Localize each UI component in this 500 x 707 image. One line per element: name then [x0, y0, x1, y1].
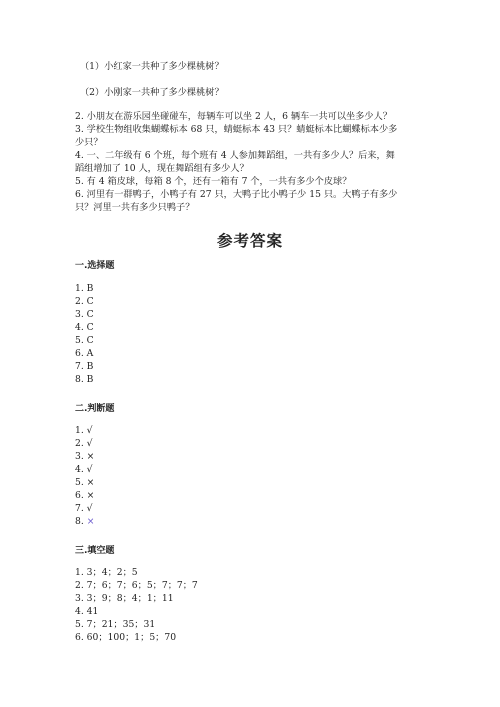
cross-mark: × — [86, 516, 95, 527]
question-6-line2: 只？河里一共有多少只鸭子？ — [75, 202, 195, 213]
answer-item: 4. √ — [75, 464, 93, 475]
answer-item: 6. × — [75, 490, 95, 501]
answer-item: 2. C — [75, 296, 94, 307]
answer-item: 1. √ — [75, 425, 93, 436]
answer-item: 4. C — [75, 322, 94, 333]
section-heading-fill: 三.填空题 — [75, 546, 115, 556]
answer-item: 8. B — [75, 374, 94, 385]
answer-item: 5. C — [75, 335, 94, 346]
answer-item: 3. C — [75, 309, 94, 320]
section-heading-judge: 二.判断题 — [75, 404, 115, 414]
question-sub1: （1）小红家一共种了多少棵桃树？ — [80, 61, 224, 72]
answer-item: 6. A — [75, 348, 94, 359]
answer-item: 6. 60；100；1；5；70 — [75, 632, 177, 643]
question-3-line1: 3. 学校生物组收集蝴蝶标本 68 只，蜻蜓标本 43 只？蜻蜓标本比蝴蝶标本少多 — [75, 124, 398, 135]
question-2: 2. 小朋友在游乐园坐碰碰车，每辆车可以坐 2 人，6 辆车一共可以坐多少人？ — [75, 111, 392, 122]
question-3-line2: 少只？ — [75, 137, 103, 148]
answer-item: 7. B — [75, 361, 94, 372]
answer-item: 1. 3；4；2；5 — [75, 567, 138, 578]
section-heading-choice: 一.选择题 — [75, 261, 115, 271]
answer-item: 2. 7；6；7；6；5；7；7；7 — [75, 580, 198, 591]
answer-item: 3. 3；9；8；4；1；11 — [75, 593, 174, 604]
answer-item-8 — [75, 516, 94, 528]
answer-item: 3. × — [75, 451, 95, 462]
answers-title: 参考答案 — [216, 232, 283, 250]
answer-number: 8. — [75, 516, 84, 527]
answer-item: 5. × — [75, 477, 95, 488]
answer-item: 7. √ — [75, 503, 93, 514]
question-sub2: （2）小刚家一共种了多少棵桃树？ — [80, 87, 224, 98]
answer-item: 4. 41 — [75, 606, 99, 617]
answer-item: 2. √ — [75, 438, 93, 449]
question-4-line2: 蹈组增加了 10 人，现在舞蹈组有多少人？ — [75, 163, 249, 174]
question-5: 5. 有 4 箱皮球，每箱 8 个，还有一箱有 7 个，一共有多少个皮球？ — [75, 176, 352, 187]
question-4-line1: 4. 一、二年级有 6 个班，每个班有 4 人参加舞蹈组，一共有多少人？后来，舞 — [75, 150, 395, 161]
question-6-line1: 6. 河里有一群鸭子，小鸭子有 27 只，大鸭子比小鸭子少 15 只。大鸭子有多少 — [75, 189, 398, 200]
answer-item: 1. B — [75, 283, 94, 294]
answer-item: 5. 7；21；35；31 — [75, 619, 156, 630]
